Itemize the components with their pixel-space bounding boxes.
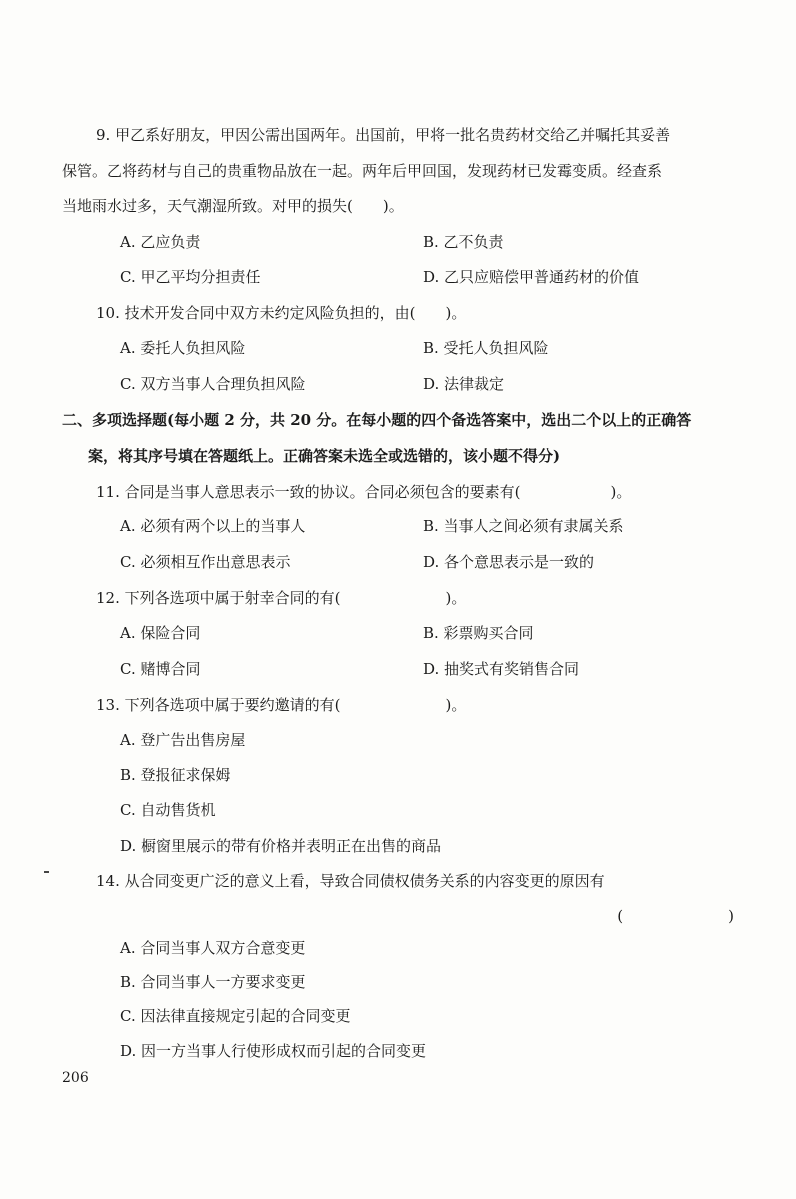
q14-option-b: B. 合同当事人一方要求变更 (120, 973, 306, 991)
q13-option-d: D. 橱窗里展示的带有价格并表明正在出售的商品 (120, 837, 442, 855)
q10-option-b: B. 受托人负担风险 (423, 339, 549, 357)
q9-option-b: B. 乙不负责 (423, 233, 504, 251)
q9-line-1: 9. 甲乙系好朋友，甲因公需出国两年。出国前，甲将一批名贵药材交给乙并嘱托其妥善 (96, 126, 671, 144)
q10-option-d: D. 法律裁定 (423, 375, 505, 393)
q9-option-c: C. 甲乙平均分担责任 (120, 268, 261, 286)
section-2-heading-line-1: 二、多项选择题(每小题 2 分，共 20 分。在每小题的四个备选答案中，选出二个以上的正确答 (62, 411, 692, 429)
q9-line-3: 当地雨水过多，天气潮湿所致。对甲的损失( )。 (62, 197, 404, 215)
q9-option-d: D. 乙只应赔偿甲普通药材的价值 (423, 268, 640, 286)
scan-mark (44, 871, 49, 873)
page-number: 206 (62, 1070, 89, 1086)
q13-option-b: B. 登报征求保姆 (120, 766, 231, 784)
q13-option-c: C. 自动售货机 (120, 801, 216, 819)
q13-text: 13. 下列各选项中属于要约邀请的有( )。 (96, 696, 467, 714)
section-2-heading-line-2: 案，将其序号填在答题纸上。正确答案未选全或选错的，该小题不得分) (88, 447, 561, 465)
q12-option-d: D. 抽奖式有奖销售合同 (423, 660, 580, 678)
q12-option-c: C. 赌博合同 (120, 660, 201, 678)
q14-option-d: D. 因一方当事人行使形成权而引起的合同变更 (120, 1042, 427, 1060)
q14-answer-paren: ( ) (617, 907, 734, 925)
q14-text: 14. 从合同变更广泛的意义上看，导致合同债权债务关系的内容变更的原因有 (96, 872, 605, 890)
q9-line-2: 保管。乙将药材与自己的贵重物品放在一起。两年后甲回国，发现药材已发霉变质。经查系 (62, 162, 663, 180)
q13-option-a: A. 登广告出售房屋 (120, 731, 246, 749)
q10-option-c: C. 双方当事人合理负担风险 (120, 375, 306, 393)
q14-option-a: A. 合同当事人双方合意变更 (120, 939, 306, 957)
q12-option-a: A. 保险合同 (120, 624, 201, 642)
q9-option-a: A. 乙应负责 (120, 233, 201, 251)
q11-option-c: C. 必须相互作出意思表示 (120, 553, 291, 571)
q11-option-a: A. 必须有两个以上的当事人 (120, 517, 306, 535)
q12-option-b: B. 彩票购买合同 (423, 624, 534, 642)
q11-option-b: B. 当事人之间必须有隶属关系 (423, 517, 624, 535)
q14-option-c: C. 因法律直接规定引起的合同变更 (120, 1007, 351, 1025)
q10-option-a: A. 委托人负担风险 (120, 339, 246, 357)
q11-option-d: D. 各个意思表示是一致的 (423, 553, 595, 571)
q11-text: 11. 合同是当事人意思表示一致的协议。合同必须包含的要素有( )。 (96, 483, 632, 501)
q10-text: 10. 技术开发合同中双方未约定风险负担的，由( )。 (96, 304, 467, 322)
q12-text: 12. 下列各选项中属于射幸合同的有( )。 (96, 589, 467, 607)
